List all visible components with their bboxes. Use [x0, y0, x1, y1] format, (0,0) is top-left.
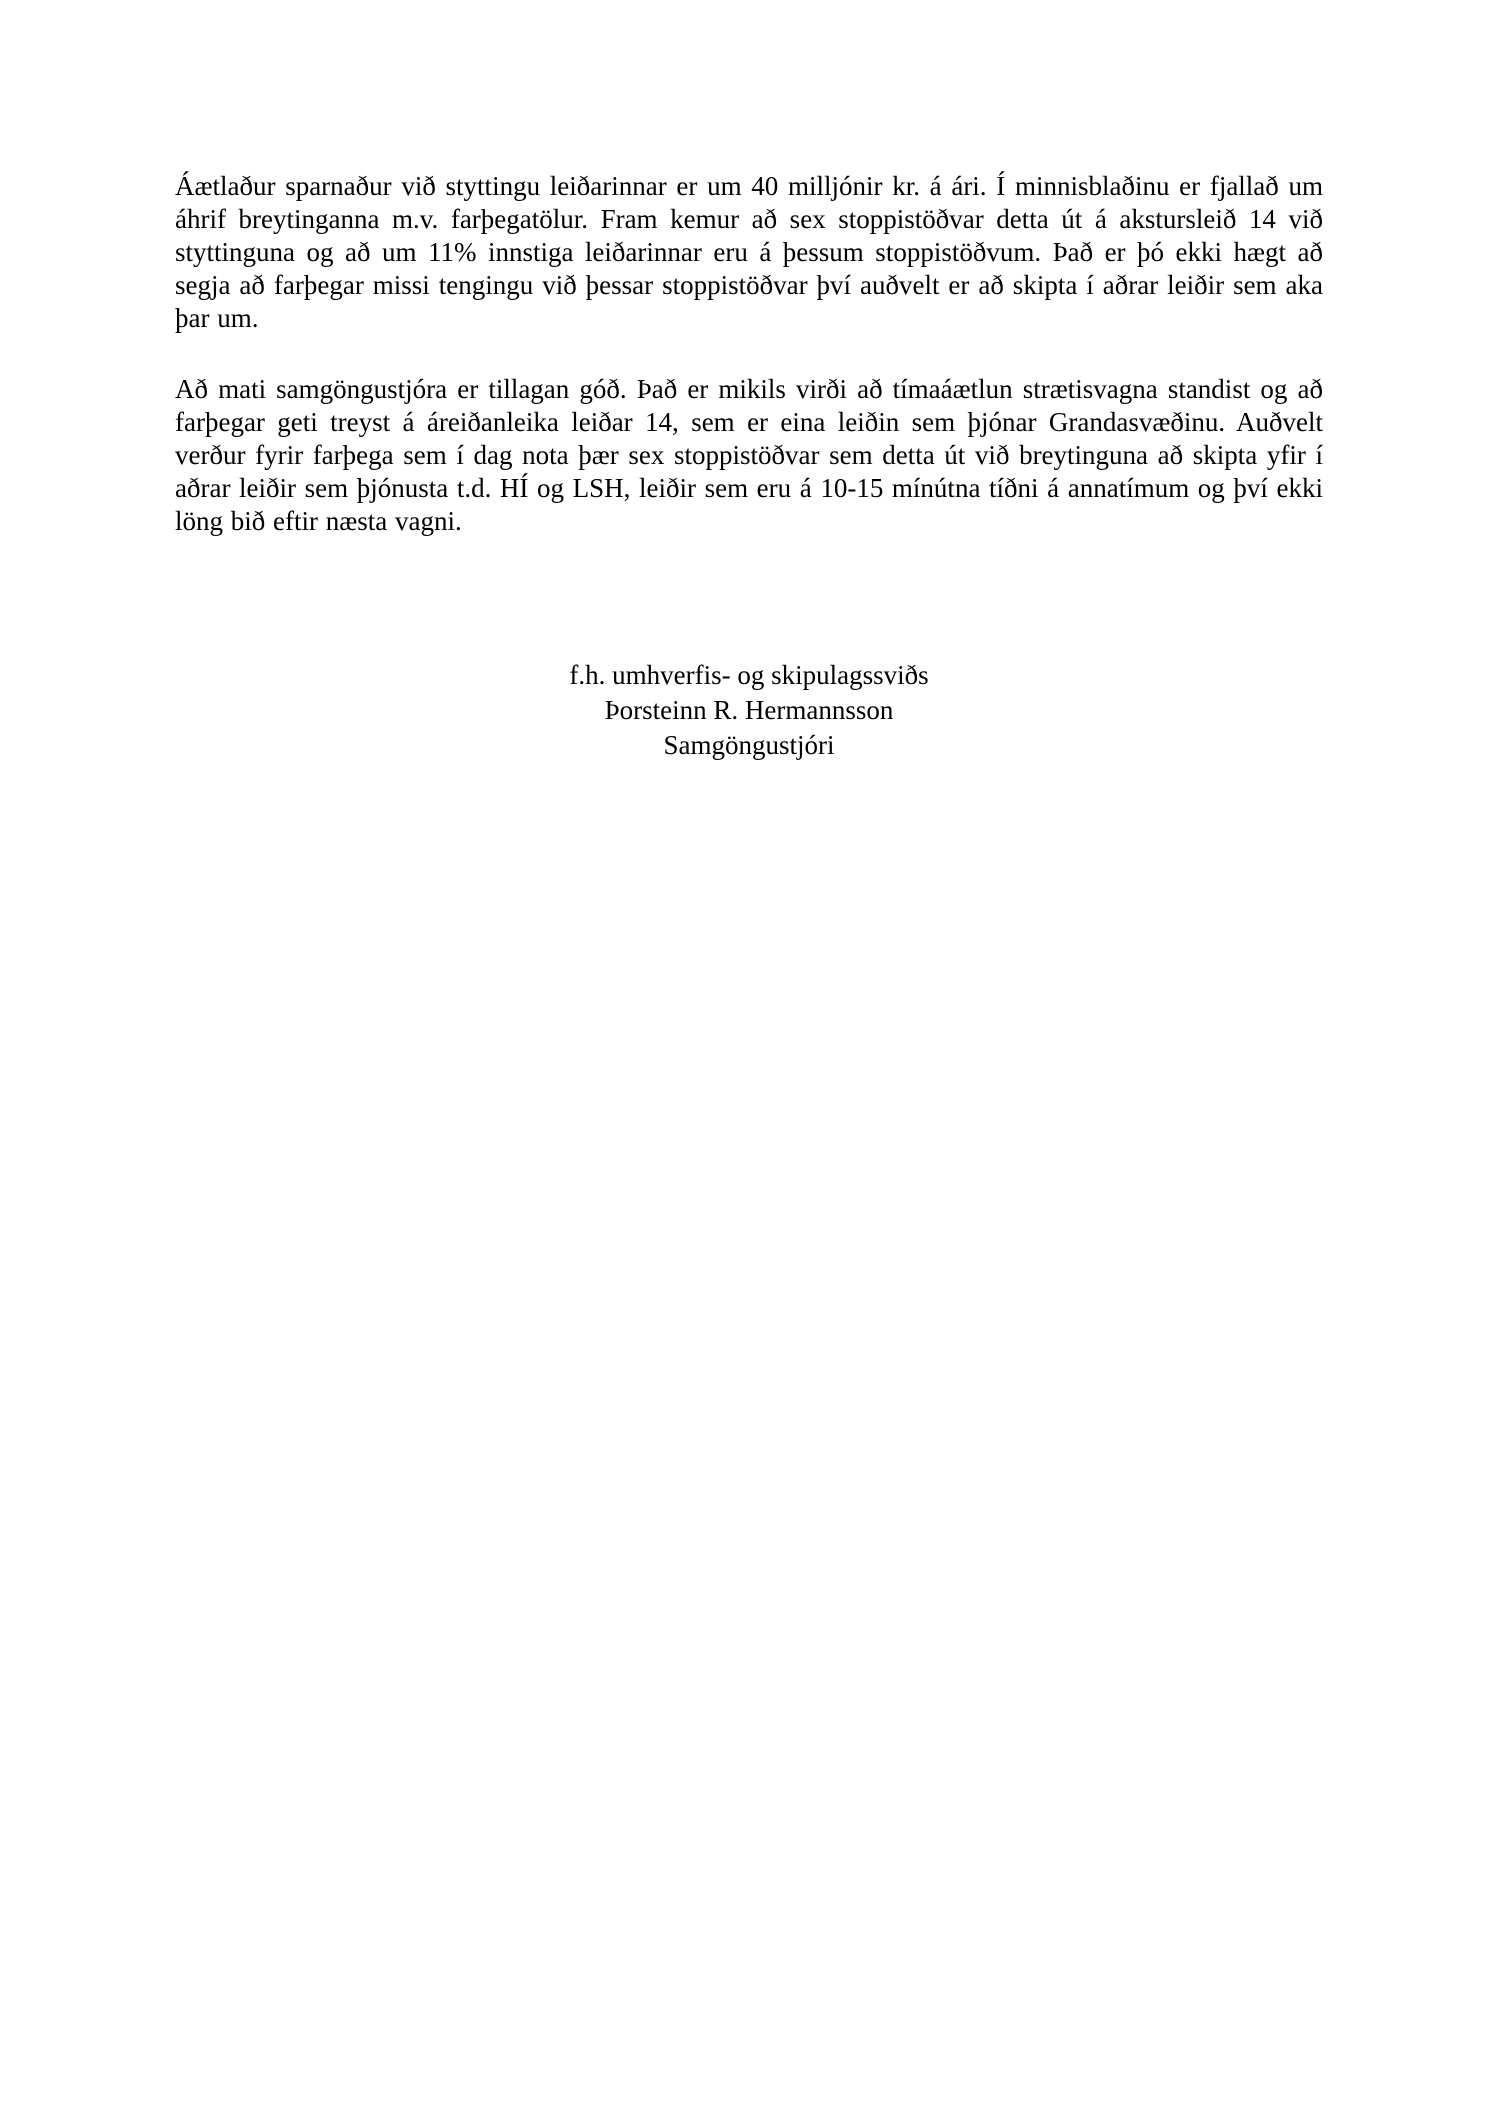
- document-content: [175, 170, 1323, 763]
- paragraph-assessment: Að mati samgöngustjóra er tillagan góð. Það er mikils virði að tímaáætlun strætisvagna standist og að farþegar geti treyst á áreiðanleika leiðar 14, sem er eina leiðin sem þjónar Grandasvæðinu. Auðvelt verður fyrir farþega sem í dag nota þær sex stoppistöðvar sem detta út við breytinguna að skipta yfir í aðrar leiðir sem þjónusta t.d. HÍ og LSH, leiðir sem eru á 10-15 mínútna tíðni á annatímum og því ekki löng bið eftir næsta vagni.: [175, 374, 1323, 536]
- paragraph-savings: Áætlaður sparnaður við styttingu leiðarinnar er um 40 milljónir kr. á ári. Í minnisblaðinu er fjallað um áhrif breytinganna m.v. farþegatölur. Fram kemur að sex stoppistöðvar detta út á akstursleið 14 við styttinguna og að um 11% innstiga leiðarinnar eru á þessum stoppistöðvum. Það er þó ekki hægt að segja að farþegar missi tengingu við þessar stoppistöðvar því auðvelt er að skipta í aðrar leiðir sem aka þar um.: [175, 171, 1323, 333]
- signature-block: [175, 658, 1323, 763]
- signature-title: Samgöngustjóri: [663, 730, 835, 760]
- signature-name: Þorsteinn R. Hermannsson: [604, 695, 894, 725]
- signature-on-behalf-of: f.h. umhverfis- og skipulagssviðs: [569, 660, 929, 690]
